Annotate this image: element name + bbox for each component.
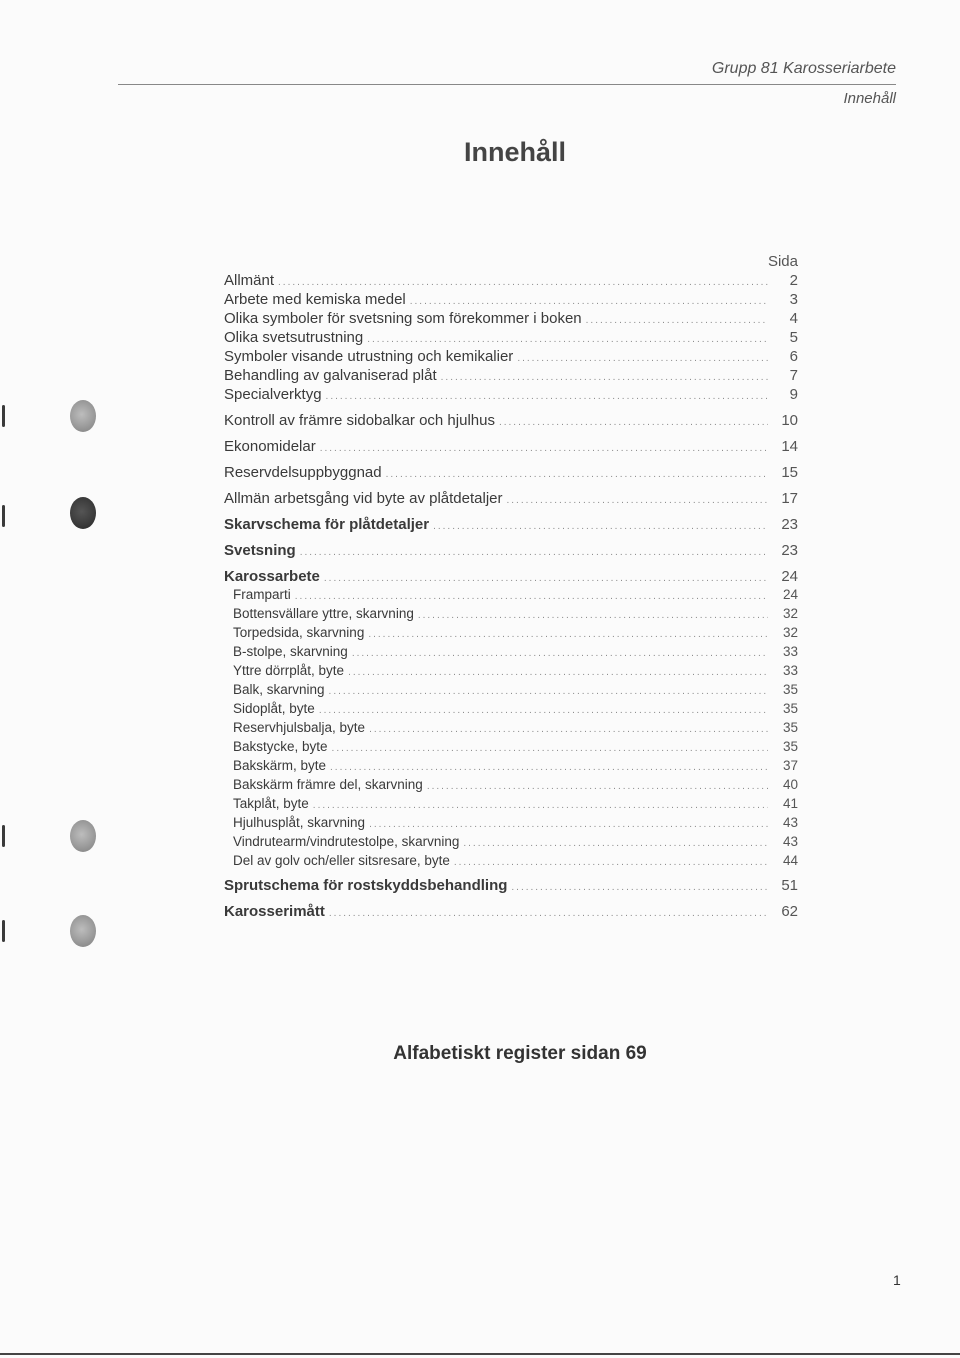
toc-entry-page: 51 bbox=[781, 877, 798, 894]
toc-dot-leader bbox=[329, 908, 768, 919]
toc-entry-page: 35 bbox=[782, 720, 798, 735]
toc-entry-page: 6 bbox=[789, 348, 798, 365]
toc-entry-page: 35 bbox=[782, 739, 798, 754]
toc-entry-label: Reservhjulsbalja, byte bbox=[233, 720, 366, 735]
toc-entry[interactable] bbox=[233, 625, 798, 640]
toc-dot-leader bbox=[463, 838, 768, 849]
toc-entry[interactable] bbox=[233, 701, 798, 716]
toc-entry-label: Arbete med kemiska medel bbox=[224, 291, 406, 308]
toc-entry-page: 41 bbox=[782, 796, 798, 811]
toc-entry-label: Karosserimått bbox=[224, 903, 325, 920]
toc-entry[interactable] bbox=[224, 438, 798, 455]
edge-mark bbox=[2, 920, 5, 942]
header-divider bbox=[118, 84, 896, 85]
toc-entry-label: Del av golv och/eller sitsresare, byte bbox=[233, 853, 450, 868]
toc-entry-label: Hjulhusplåt, skarvning bbox=[233, 815, 366, 830]
toc-dot-leader bbox=[295, 591, 768, 602]
punch-hole bbox=[70, 497, 96, 529]
toc-dot-leader bbox=[517, 353, 768, 364]
toc-entry-label: Balk, skarvning bbox=[233, 682, 325, 697]
punch-hole bbox=[70, 915, 96, 947]
toc-entry-label: Takplåt, byte bbox=[233, 796, 309, 811]
toc-entry[interactable] bbox=[233, 834, 798, 849]
toc-entry[interactable] bbox=[224, 348, 798, 365]
toc-dot-leader bbox=[507, 495, 769, 506]
toc-entry-page: 24 bbox=[782, 587, 798, 602]
toc-entry-label: Sidoplåt, byte bbox=[233, 701, 315, 716]
toc-entry-label: Allmänt bbox=[224, 272, 275, 289]
toc-entry[interactable] bbox=[224, 516, 798, 533]
toc-dot-leader bbox=[499, 417, 768, 428]
toc-entry-page: 43 bbox=[782, 834, 798, 849]
toc-entry-page: 43 bbox=[782, 815, 798, 830]
toc-entry-page: 15 bbox=[781, 464, 798, 481]
toc-entry-label: Svetsning bbox=[224, 542, 296, 559]
toc-entry-page: 35 bbox=[782, 701, 798, 716]
toc-entry-label: Olika symboler för svetsning som förekommer i boken bbox=[224, 310, 582, 327]
toc-entry-page: 40 bbox=[782, 777, 798, 792]
toc-entry-label: Olika svetsutrustning bbox=[224, 329, 364, 346]
toc-dot-leader bbox=[427, 781, 768, 792]
toc-entry[interactable] bbox=[233, 587, 798, 602]
toc-entry-page: 37 bbox=[782, 758, 798, 773]
toc-entry-label: Framparti bbox=[233, 587, 291, 602]
page-title: Innehåll bbox=[463, 137, 566, 167]
edge-mark bbox=[2, 825, 5, 847]
toc-entry-page: 4 bbox=[789, 310, 798, 327]
edge-mark bbox=[2, 505, 5, 527]
toc-dot-leader bbox=[368, 629, 768, 640]
toc-entry-label: Yttre dörrplåt, byte bbox=[233, 663, 345, 678]
toc-entry[interactable] bbox=[224, 464, 798, 481]
toc-entry[interactable] bbox=[233, 796, 798, 811]
toc-dot-leader bbox=[433, 521, 768, 532]
toc-dot-leader bbox=[586, 315, 768, 326]
toc-entry-page: 2 bbox=[789, 272, 798, 289]
toc-dot-leader bbox=[352, 648, 768, 659]
toc-entry[interactable] bbox=[233, 644, 798, 659]
toc-entry[interactable] bbox=[233, 815, 798, 830]
toc-entry[interactable] bbox=[233, 682, 798, 697]
toc-entry-label: Bakstycke, byte bbox=[233, 739, 328, 754]
toc-entry-page: 7 bbox=[789, 367, 798, 384]
toc-entry[interactable] bbox=[224, 272, 798, 289]
toc-entry-page: 62 bbox=[781, 903, 798, 920]
toc-entry[interactable] bbox=[233, 720, 798, 735]
punch-hole bbox=[70, 400, 96, 432]
toc-entry-page: 24 bbox=[781, 568, 798, 585]
page-number: 1 bbox=[893, 1272, 901, 1288]
toc-dot-leader bbox=[332, 743, 768, 754]
toc-dot-leader bbox=[320, 443, 768, 454]
toc-entry[interactable] bbox=[224, 386, 798, 403]
toc-dot-leader bbox=[313, 800, 768, 811]
toc-dot-leader bbox=[369, 724, 768, 735]
toc-entry-page: 33 bbox=[782, 663, 798, 678]
toc-dot-leader bbox=[367, 334, 768, 345]
toc-entry[interactable] bbox=[224, 291, 798, 308]
toc-dot-leader bbox=[300, 547, 768, 558]
toc-entry[interactable] bbox=[233, 606, 798, 621]
edge-mark bbox=[2, 405, 5, 427]
toc-entry-label: Specialverktyg bbox=[224, 386, 322, 403]
toc-entry[interactable] bbox=[224, 367, 798, 384]
toc-entry-label: Kontroll av främre sidobalkar och hjulhus bbox=[224, 412, 495, 429]
toc-entry[interactable] bbox=[224, 412, 798, 429]
toc-dot-leader bbox=[511, 882, 768, 893]
toc-entry-label: Ekonomidelar bbox=[224, 438, 316, 455]
toc-entry-label: Bakskärm främre del, skarvning bbox=[233, 777, 423, 792]
toc-entry-label: Torpedsida, skarvning bbox=[233, 625, 365, 640]
toc-entry-label: Bakskärm, byte bbox=[233, 758, 327, 773]
toc-entry-label: Sprutschema för rostskyddsbehandling bbox=[224, 877, 508, 894]
toc-entry[interactable] bbox=[224, 310, 798, 327]
toc-entry-page: 3 bbox=[789, 291, 798, 308]
toc-entry-label: Reservdelsuppbyggnad bbox=[224, 464, 382, 481]
toc-entry-page: 23 bbox=[781, 542, 798, 559]
toc-entry[interactable] bbox=[224, 877, 798, 894]
toc-entry[interactable] bbox=[233, 739, 798, 754]
toc-dot-leader bbox=[329, 686, 768, 697]
toc-dot-leader bbox=[319, 705, 768, 716]
toc-dot-leader bbox=[348, 667, 768, 678]
toc-dot-leader bbox=[369, 819, 768, 830]
bottom-divider bbox=[0, 1353, 960, 1355]
toc-entry-label: Bottensvällare yttre, skarvning bbox=[233, 606, 414, 621]
toc-entry-label: Skarvschema för plåtdetaljer bbox=[224, 516, 430, 533]
header-group-title: Grupp 81 Karosseriarbete bbox=[711, 60, 896, 77]
toc-entry-label: Vindrutearm/vindrutestolpe, skarvning bbox=[233, 834, 460, 849]
toc-entry-label: B-stolpe, skarvning bbox=[233, 644, 348, 659]
toc-entry-page: 35 bbox=[782, 682, 798, 697]
toc-entry-page: 32 bbox=[782, 606, 798, 621]
toc-dot-leader bbox=[326, 391, 768, 402]
toc-dot-leader bbox=[386, 469, 768, 480]
toc-entry[interactable] bbox=[233, 663, 798, 678]
toc-dot-leader bbox=[410, 296, 768, 307]
toc-entry-page: 9 bbox=[789, 386, 798, 403]
toc-entry[interactable] bbox=[224, 329, 798, 346]
page-column-label: Sida bbox=[767, 253, 798, 270]
toc-entry-page: 10 bbox=[781, 412, 798, 429]
toc-entry-page: 5 bbox=[789, 329, 798, 346]
toc-entry-page: 23 bbox=[781, 516, 798, 533]
toc-entry[interactable] bbox=[233, 853, 798, 868]
header-section-title: Innehåll bbox=[843, 90, 896, 107]
toc-dot-leader bbox=[441, 372, 768, 383]
toc-entry[interactable] bbox=[224, 542, 798, 559]
toc-entry-page: 14 bbox=[781, 438, 798, 455]
toc-entry-page: 44 bbox=[782, 853, 798, 868]
toc-entry-page: 33 bbox=[782, 644, 798, 659]
toc-dot-leader bbox=[418, 610, 768, 621]
toc-entry-label: Karossarbete bbox=[224, 568, 320, 585]
toc-entry-label: Symboler visande utrustning och kemikalier bbox=[224, 348, 514, 365]
toc-dot-leader bbox=[330, 762, 768, 773]
toc-dot-leader bbox=[324, 573, 768, 584]
toc-entry-label: Behandling av galvaniserad plåt bbox=[224, 367, 437, 384]
punch-hole bbox=[70, 820, 96, 852]
toc-dot-leader bbox=[454, 857, 768, 868]
toc-entry-page: 17 bbox=[781, 490, 798, 507]
index-reference: Alfabetiskt register sidan 69 bbox=[393, 1043, 647, 1064]
toc-entry-page: 32 bbox=[782, 625, 798, 640]
toc-entry[interactable] bbox=[233, 777, 798, 792]
toc-entry[interactable] bbox=[224, 903, 798, 920]
toc-entry[interactable] bbox=[233, 758, 798, 773]
toc-entry[interactable] bbox=[224, 490, 798, 507]
toc-entry[interactable] bbox=[224, 568, 798, 585]
toc-dot-leader bbox=[278, 277, 768, 288]
toc-entry-label: Allmän arbetsgång vid byte av plåtdetaljer bbox=[224, 490, 503, 507]
